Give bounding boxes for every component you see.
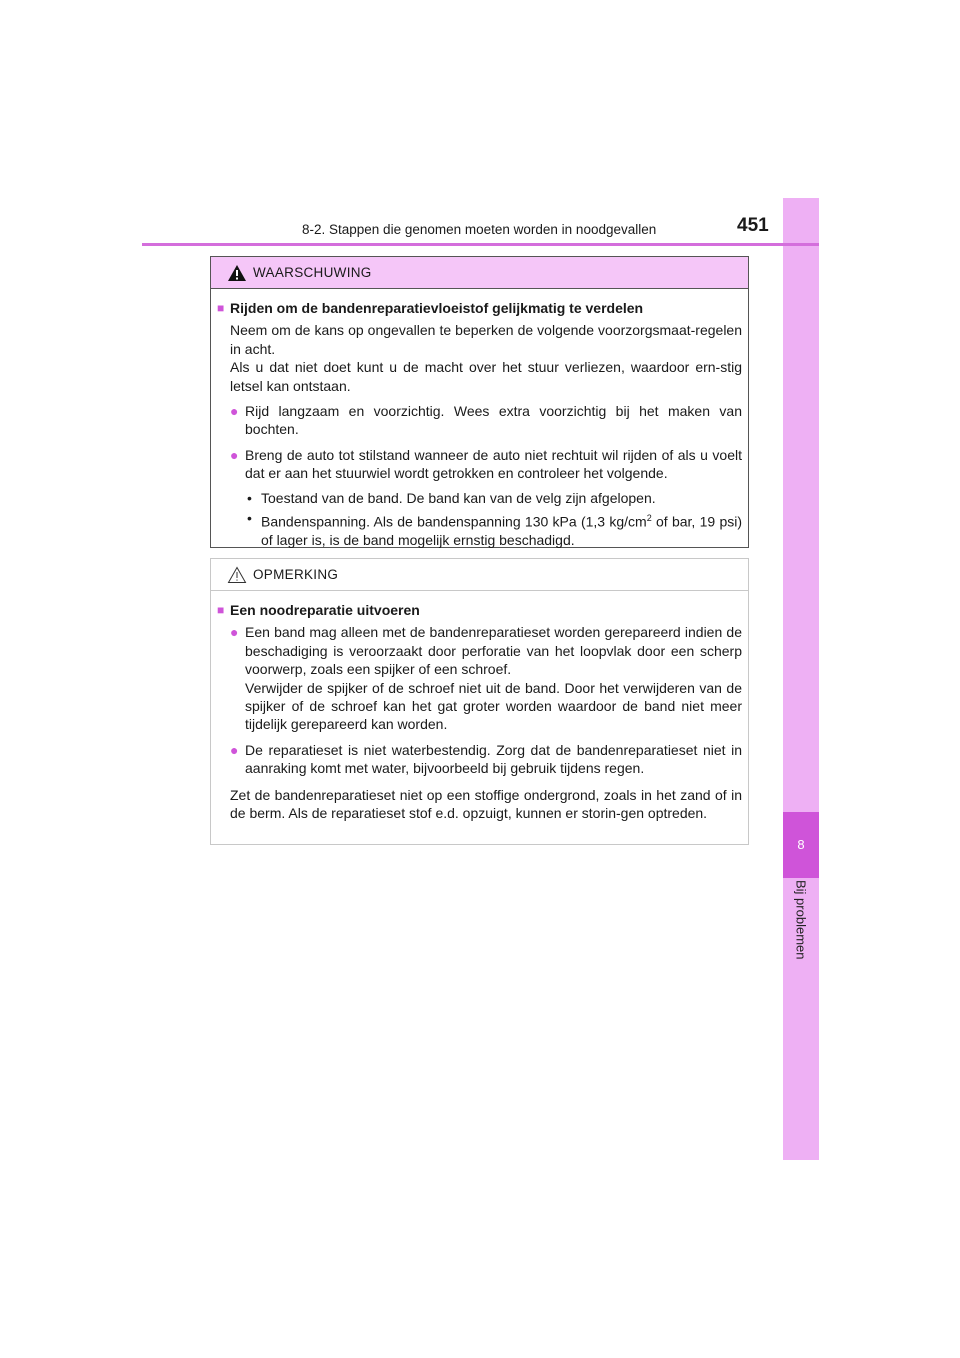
square-bullet-icon: ■	[217, 301, 225, 315]
note-closing: Zet de bandenreparatieset niet op een stoffige ondergrond, zoals in het zand of in de berm. Als de reparatieset stof e.d. opzuigt, kunnen er storin-gen optreden.	[230, 786, 742, 822]
list-item: ● De reparatieset is niet waterbestendig. Zorg dat de bandenreparatieset niet in aanraking komt met water, bijvoorbeeld bij gebruik tijdens regen.	[230, 741, 742, 777]
circle-bullet-icon: ●	[230, 446, 239, 463]
section-header: 8-2. Stappen die genomen moeten worden in noodgevallen	[302, 222, 657, 237]
chapter-label: Bij problemen	[793, 880, 809, 960]
notice-triangle-icon	[227, 566, 247, 584]
list-item: ● Rijd langzaam en voorzichtig. Wees extra voorzichtig bij het maken van bochten.	[230, 403, 742, 438]
warning-triangle-icon	[227, 264, 247, 282]
small-dot-icon: •	[247, 489, 252, 506]
note-section-title: ■ Een noodreparatie uitvoeren	[217, 602, 420, 618]
list-item: ● Breng de auto tot stilstand wanneer de auto niet rechtuit wil rijden of als u voelt dat er aan het stuurwiel wordt getrokken en controleer het volgende.	[230, 446, 742, 482]
warning-intro-2: Als u dat niet doet kunt u de macht over het stuur verliezen, waardoor ern-stig letsel kan ontstaan.	[230, 359, 742, 394]
note-box	[210, 558, 749, 845]
page-number: 451	[737, 215, 769, 236]
small-dot-icon: •	[247, 510, 252, 527]
circle-bullet-icon: ●	[230, 403, 239, 420]
warning-box	[210, 256, 749, 548]
circle-bullet-icon: ●	[230, 741, 239, 758]
note-header	[211, 559, 748, 591]
sub-list-item: • Bandenspanning. Als de bandenspanning 130 kPa (1,3 $kg/cm^2$ of bar, 19 psi) of lager is, is de band mogelijk ernstig beschadigd.	[247, 510, 743, 549]
warning-intro-1: Neem om de kans op ongevallen te beperken de volgende voorzorgsmaat-regelen in acht.	[230, 322, 742, 357]
square-bullet-icon: ■	[217, 603, 225, 617]
chapter-number: 8	[783, 812, 819, 878]
side-tab	[783, 198, 819, 1160]
warning-title: WAARSCHUWING	[253, 265, 372, 280]
warning-section-title: ■ Rijden om de bandenreparatievloeistof gelijkmatig te verdelen	[217, 300, 644, 316]
circle-bullet-icon: ●	[230, 624, 239, 641]
warning-header	[211, 257, 748, 289]
header-divider	[142, 243, 819, 246]
note-title: OPMERKING	[253, 567, 339, 582]
list-item: ● Een band mag alleen met de bandenreparatieset worden gerepareerd indien de beschadiging is veroorzaakt door perforatie van het loopvlak door een scherp voorwerp, zoals een spijker of een schroef. Verwijder de spijker of de schroef niet uit de band. Door het verwijderen van de spijker of de schroef kan het gat groter worden waardoor de band niet meer tijdelijk gerepareerd kan worden.	[230, 624, 742, 733]
sub-list-item: • Toestand van de band. De band kan van de velg zijn afgelopen.	[247, 489, 656, 506]
